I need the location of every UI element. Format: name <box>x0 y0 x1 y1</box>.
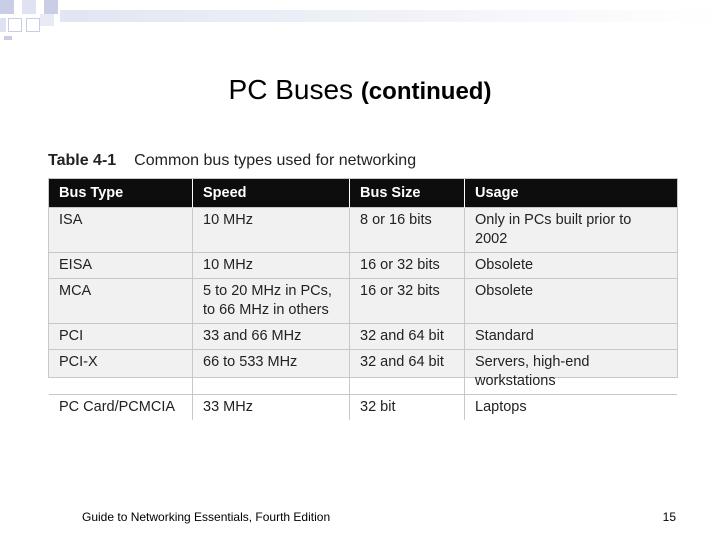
slide-title <box>0 74 720 106</box>
cell-bus-type: PCI-X <box>49 350 193 395</box>
cell-speed: 10 MHz <box>193 208 350 253</box>
header-usage: Usage <box>465 179 678 208</box>
table-row <box>49 324 677 350</box>
corner-decoration <box>0 0 720 40</box>
cell-bus-type: PCI <box>49 324 193 350</box>
page-number: 15 <box>662 510 676 524</box>
cell-speed: 5 to 20 MHz in PCs, to 66 MHz in others <box>193 279 350 324</box>
table-row <box>49 350 677 395</box>
cell-usage: Obsolete <box>465 279 678 324</box>
table-header-row <box>49 179 677 208</box>
cell-bus-type: MCA <box>49 279 193 324</box>
bus-types-table <box>48 178 678 415</box>
cell-bus-size: 8 or 16 bits <box>350 208 465 253</box>
cell-usage: Laptops <box>465 395 678 421</box>
footer-source: Guide to Networking Essentials, Fourth Edition <box>82 510 331 524</box>
title-suffix: (continued) <box>360 78 492 105</box>
table-row <box>49 395 677 421</box>
cell-speed: 33 and 66 MHz <box>193 324 350 350</box>
cell-bus-type: ISA <box>49 208 193 253</box>
cell-bus-type: PC Card/PCMCIA <box>49 395 193 421</box>
header-bus-type: Bus Type <box>49 179 193 208</box>
cell-bus-size: 32 bit <box>350 395 465 421</box>
cell-speed: 33 MHz <box>193 395 350 421</box>
header-speed: Speed <box>193 179 350 208</box>
cell-bus-size: 32 and 64 bit <box>350 350 465 395</box>
cell-usage: Obsolete <box>465 253 678 279</box>
cell-bus-size: 16 or 32 bits <box>350 279 465 324</box>
cell-bus-size: 16 or 32 bits <box>350 253 465 279</box>
title-main: PC Buses <box>228 74 354 105</box>
cell-speed: 10 MHz <box>193 253 350 279</box>
table-caption <box>48 152 416 170</box>
table-number: Table 4-1 <box>48 152 117 169</box>
cell-usage: Standard <box>465 324 678 350</box>
table-row <box>49 253 677 279</box>
table-row <box>49 279 677 324</box>
cell-speed: 66 to 533 MHz <box>193 350 350 395</box>
cell-usage: Only in PCs built prior to 2002 <box>465 208 678 253</box>
header-bus-size: Bus Size <box>350 179 465 208</box>
cell-bus-type: EISA <box>49 253 193 279</box>
table-caption-text: Common bus types used for networking <box>134 152 417 169</box>
data-table <box>49 179 677 420</box>
cell-usage: Servers, high-end workstations <box>465 350 678 395</box>
table-row <box>49 208 677 253</box>
cell-bus-size: 32 and 64 bit <box>350 324 465 350</box>
